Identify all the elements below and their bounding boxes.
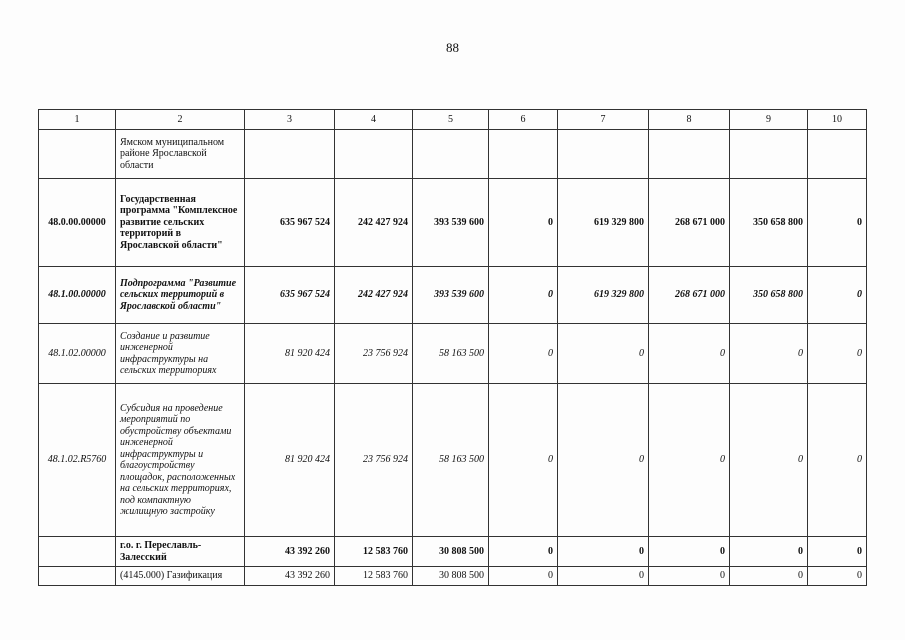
value-cell: 81 920 424 bbox=[245, 384, 335, 537]
row-description: Государственная программа "Комплексное развитие сельских территорий в Ярославской области" bbox=[116, 179, 245, 267]
value-cell: 268 671 000 bbox=[649, 179, 730, 267]
value-cell: 242 427 924 bbox=[335, 267, 413, 324]
value-cell: 0 bbox=[808, 567, 867, 586]
table-row bbox=[39, 324, 867, 384]
row-description: Подпрограмма "Развитие сельских территорий в Ярославской области" bbox=[116, 267, 245, 324]
value-cell: 350 658 800 bbox=[730, 179, 808, 267]
value-cell: 0 bbox=[489, 567, 558, 586]
column-header: 9 bbox=[730, 110, 808, 130]
value-cell: 0 bbox=[730, 384, 808, 537]
row-description: Субсидия на проведение мероприятий по обустройству объектами инженерной инфраструктуры и благоустройству площадок, расположенных на сельских территориях, под компактную жилищную застройку bbox=[116, 384, 245, 537]
value-cell: 635 967 524 bbox=[245, 179, 335, 267]
value-cell: 0 bbox=[808, 324, 867, 384]
table-row bbox=[39, 384, 867, 537]
value-cell: 242 427 924 bbox=[335, 179, 413, 267]
value-cell: 0 bbox=[558, 384, 649, 537]
value-cell: 350 658 800 bbox=[730, 267, 808, 324]
table-row bbox=[39, 537, 867, 567]
value-cell: 0 bbox=[489, 179, 558, 267]
value-cell: 393 539 600 bbox=[413, 179, 489, 267]
value-cell: 81 920 424 bbox=[245, 324, 335, 384]
value-cell: 0 bbox=[489, 537, 558, 567]
value-cell bbox=[413, 130, 489, 179]
budget-table bbox=[38, 109, 867, 586]
row-description: г.о. г. Переславль-Залесский bbox=[116, 537, 245, 567]
value-cell: 0 bbox=[489, 267, 558, 324]
value-cell: 0 bbox=[558, 324, 649, 384]
table-row bbox=[39, 267, 867, 324]
row-code: 48.1.02.R5760 bbox=[39, 384, 116, 537]
value-cell: 30 808 500 bbox=[413, 537, 489, 567]
value-cell: 0 bbox=[489, 384, 558, 537]
column-header: 3 bbox=[245, 110, 335, 130]
value-cell: 58 163 500 bbox=[413, 324, 489, 384]
column-header: 6 bbox=[489, 110, 558, 130]
column-header: 10 bbox=[808, 110, 867, 130]
value-cell bbox=[649, 130, 730, 179]
value-cell bbox=[489, 130, 558, 179]
row-code bbox=[39, 567, 116, 586]
column-header: 5 bbox=[413, 110, 489, 130]
value-cell: 0 bbox=[558, 567, 649, 586]
value-cell: 0 bbox=[730, 567, 808, 586]
value-cell bbox=[558, 130, 649, 179]
value-cell: 635 967 524 bbox=[245, 267, 335, 324]
row-code: 48.1.02.00000 bbox=[39, 324, 116, 384]
table-row bbox=[39, 567, 867, 586]
value-cell bbox=[335, 130, 413, 179]
value-cell: 23 756 924 bbox=[335, 384, 413, 537]
value-cell: 0 bbox=[808, 179, 867, 267]
row-code: 48.0.00.00000 bbox=[39, 179, 116, 267]
value-cell: 12 583 760 bbox=[335, 537, 413, 567]
value-cell: 393 539 600 bbox=[413, 267, 489, 324]
value-cell: 0 bbox=[808, 267, 867, 324]
row-code bbox=[39, 130, 116, 179]
column-header: 8 bbox=[649, 110, 730, 130]
value-cell: 0 bbox=[649, 384, 730, 537]
column-header: 7 bbox=[558, 110, 649, 130]
row-code bbox=[39, 537, 116, 567]
value-cell: 0 bbox=[558, 537, 649, 567]
value-cell: 0 bbox=[730, 537, 808, 567]
page-number: 88 bbox=[446, 40, 459, 55]
row-description: (4145.000) Газификация bbox=[116, 567, 245, 586]
value-cell: 43 392 260 bbox=[245, 537, 335, 567]
table-row bbox=[39, 179, 867, 267]
table-row bbox=[39, 130, 867, 179]
column-header: 4 bbox=[335, 110, 413, 130]
value-cell: 12 583 760 bbox=[335, 567, 413, 586]
value-cell: 0 bbox=[730, 324, 808, 384]
value-cell bbox=[245, 130, 335, 179]
value-cell: 0 bbox=[489, 324, 558, 384]
value-cell: 0 bbox=[808, 537, 867, 567]
value-cell: 619 329 800 bbox=[558, 179, 649, 267]
value-cell: 268 671 000 bbox=[649, 267, 730, 324]
value-cell: 0 bbox=[649, 324, 730, 384]
row-code: 48.1.00.00000 bbox=[39, 267, 116, 324]
value-cell: 0 bbox=[808, 384, 867, 537]
row-description: Создание и развитие инженерной инфраструктуры на сельских территориях bbox=[116, 324, 245, 384]
column-header: 1 bbox=[39, 110, 116, 130]
value-cell: 58 163 500 bbox=[413, 384, 489, 537]
value-cell bbox=[730, 130, 808, 179]
column-header: 2 bbox=[116, 110, 245, 130]
value-cell: 43 392 260 bbox=[245, 567, 335, 586]
value-cell bbox=[808, 130, 867, 179]
value-cell: 619 329 800 bbox=[558, 267, 649, 324]
value-cell: 0 bbox=[649, 567, 730, 586]
value-cell: 23 756 924 bbox=[335, 324, 413, 384]
value-cell: 0 bbox=[649, 537, 730, 567]
row-description: Ямском муниципальном районе Ярославской области bbox=[116, 130, 245, 179]
table-header-row bbox=[39, 110, 867, 130]
value-cell: 30 808 500 bbox=[413, 567, 489, 586]
